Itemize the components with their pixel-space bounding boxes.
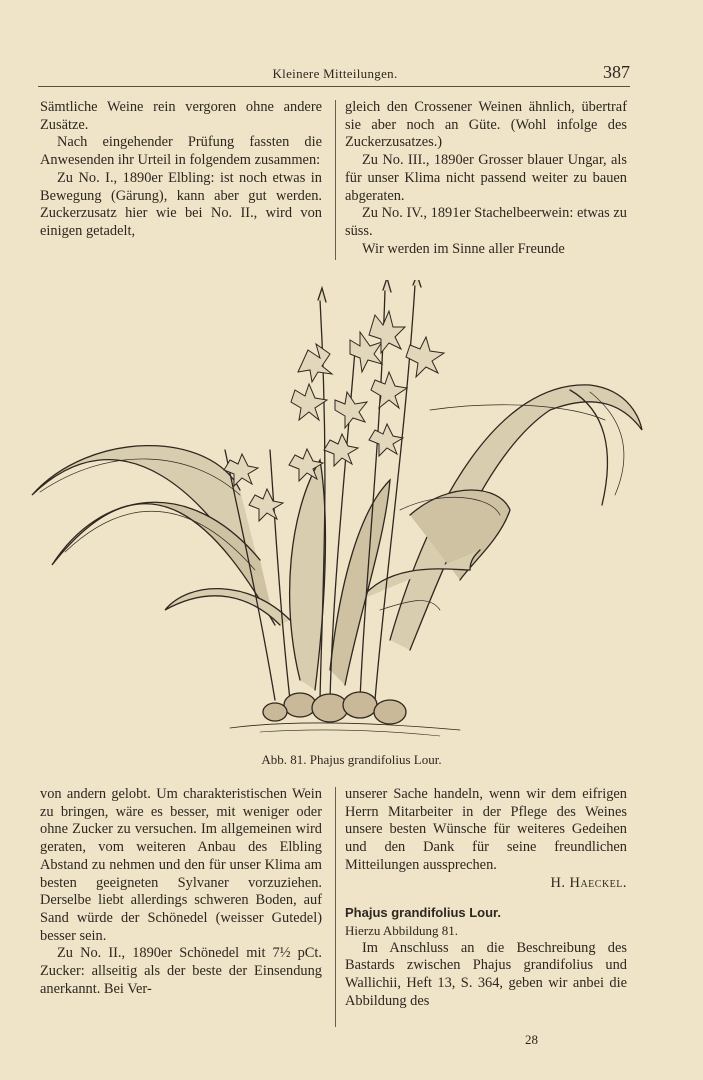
paragraph: Im Anschluss an die Beschreibung des Bastards zwischen Phajus grandifolius und Wallichii, Heft 13, S. 364, geben wir anbei die Abbildung des — [345, 939, 627, 1009]
paragraph: Nach eingehender Prüfung fassten die Anwesenden ihr Urteil in folgendem zusammen: — [40, 134, 322, 169]
section-title: Phajus grandifolius Lour. — [345, 905, 502, 921]
column-top-left — [40, 99, 322, 241]
paragraph: von andern gelobt. Um charakteristischen Wein zu bringen, wäre es besser, mit weniger oder ohne Zucker zu versuchen. Im allgemeinen wird geraten, vom weiteren Anbau des Elbling Abstand zu nehmen und den für unser Klima am besten geeigneten Sylvaner vorzuziehen. Derselbe liebt allerdings schweren Boden, auf Sand würde der Schönedel (weisser Gutedel) besser sein. — [40, 786, 322, 944]
signature-row — [345, 875, 627, 893]
orchid-illustration — [30, 280, 645, 750]
paragraph: Wir werden im Sinne aller Freunde — [362, 240, 565, 257]
column-divider — [335, 100, 336, 260]
page-number: 387 — [603, 62, 630, 82]
running-title: Kleinere Mitteilungen. — [272, 66, 398, 81]
figure-caption: Abb. 81. Phajus grandifolius Lour. — [261, 752, 442, 767]
section-subtitle: Hierzu Abbildung 81. — [345, 922, 459, 938]
column-bottom-right — [345, 786, 627, 1010]
paragraph: Zu No. I., 1890er Elbling: ist noch etwas in Bewegung (Gärung), kann aber gut werden. Zuckerzusatz hier wie bei No. II., wird von einigen getadelt, — [40, 169, 322, 239]
paragraph: Sämtliche Weine rein vergoren ohne andere Zusätze. — [40, 99, 322, 133]
paragraph: Zu No. IV., 1891er Stachelbeerwein: etwas zu süss. — [345, 205, 627, 239]
signature-number: 28 — [525, 1032, 538, 1047]
author-signature: H. Haeckel. — [550, 874, 627, 891]
paragraph: gleich den Crossener Weinen ähnlich, übertraf sie aber noch an Güte. (Wohl infolge des Zuckerzusatzes.) — [345, 99, 627, 151]
paragraph: Zu No. III., 1890er Grosser blauer Ungar, als für unser Klima nicht passend weiter zu bauen abgeraten. — [345, 152, 627, 204]
page-header — [40, 62, 630, 86]
column-top-right — [345, 99, 627, 258]
column-bottom-left — [40, 786, 322, 998]
paragraph: Zu No. II., 1890er Schönedel mit 7½ pCt. Zucker: allseitig als der beste der Einsendung anerkannt. Bei Ver- — [40, 945, 322, 997]
header-rule — [38, 86, 630, 87]
paragraph: unserer Sache handeln, wenn wir dem eifrigen Herrn Mitarbeiter in der Pflege des Weines unsere besten Wünsche für weiteres Gedeihen und den Dank für seine freundlichen Mitteilungen aussprechen. — [345, 786, 627, 873]
column-divider — [335, 787, 336, 1027]
